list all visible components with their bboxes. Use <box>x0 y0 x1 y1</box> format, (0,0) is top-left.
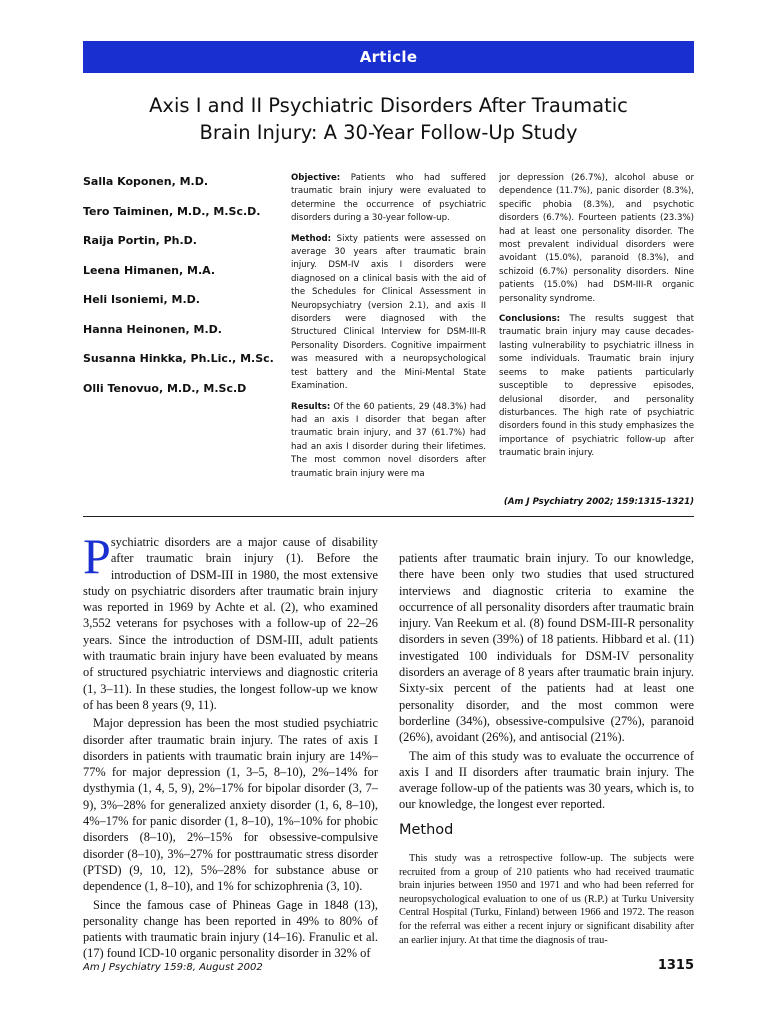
paragraph-text: sychiatric disorders are a major cause of disability after traumatic brain injury (1). Before the introduction of DSM-III in 1980, the most extensive study on psychiatric disorders after traumatic brain injury was reported in 1969 by Achte et al. (2), who examined 3,552 veterans for psychoses with a follow-up of 22–26 years. Since the introduction of DSM-III, adult patients with traumatic brain injury have been evaluated by means of structured psychiatric interviews and diagnostic criteria (1, 3–11). In these studies, the longest follow-up we know of has been 8 years (9, 11). <box>83 535 378 712</box>
author-name: Salla Koponen, M.D. <box>83 175 209 188</box>
results-text-part-1: Of the 60 patients, 29 (48.3%) had had an axis I disorder that began after traumatic brain injury, and 37 (61.7%) had had an axis I disorder during their lifetimes. The most common novel disorders after traumatic brain injury were ma <box>291 401 486 479</box>
abstract-conclusions <box>499 313 694 460</box>
author-list <box>83 175 283 411</box>
body-paragraph: The aim of this study was to evaluate the occurrence of axis I and II disorders after traumatic brain injury. The average follow-up of the patients was 30 years, which is, to our knowledge, the longest ever reported. <box>399 748 694 812</box>
title-line-1: Axis I and II Psychiatric Disorders After Traumatic <box>149 94 628 117</box>
author-name: Susanna Hinkka, Ph.Lic., M.Sc. <box>83 352 274 365</box>
body-paragraph: Major depression has been the most studied psychiatric disorder after traumatic brain injury. The rates of axis I disorders in patients with traumatic brain injury are 14%–77% for major depression (1, 3–5, 8–10), 2%–14% for dysthymia (1, 4, 5, 9), 2%–17% for bipolar disorder (3, 7–9), 3%–28% for generalized anxiety disorder (1, 6, 8–10), 4%–17% for panic disorder (1, 8–10), 1%–10% for phobic disorders (8–10), 2%–15% for obsessive-compulsive disorder (8–10), 3%–27% for posttraumatic stress disorder (PTSD) (9, 10, 12), 5%–28% for substance abuse or dependence (1, 8–10), and 1% for schizophrenia (3, 10). <box>83 716 378 894</box>
author-name: Olli Tenovuo, M.D., M.Sc.D <box>83 381 247 395</box>
method-label: Method: <box>291 233 332 244</box>
author-name: Raija Portin, Ph.D. <box>83 234 197 247</box>
abstract-column-1 <box>291 172 486 488</box>
method-heading: Method <box>399 822 454 838</box>
abstract-method <box>291 233 486 394</box>
article-title <box>83 92 694 146</box>
body-paragraph: patients after traumatic brain injury. To our knowledge, there have been only two studies that used structured interviews and diagnostic criteria to examine the occurrence of all personality disorders after traumatic brain injury. Van Reekum et al. (8) found DSM-III-R personality disorders in seven (39%) of 18 patients. Hibbard et al. (11) investigated 100 individuals for DSM-IV personality disorders an average of 8 years after traumatic brain injury. Sixty-six percent of the patients had at least one personality disorder, and the most common were borderline (34%), obsessive-compulsive (27%), paranoid (26%), avoidant (26%), and antisocial (21%). <box>399 551 694 745</box>
results-label: Results: <box>291 401 331 412</box>
page-number: 1315 <box>657 958 694 973</box>
body-paragraph: Since the famous case of Phineas Gage in 1848 (13), personality change has been reported in 49% to 80% of patients with traumatic brain injury (14–16). Franulic et al. (17) found ICD-10 organic personality disorder in 32% of <box>83 897 378 961</box>
author-name: Leena Himanen, M.A. <box>83 263 216 277</box>
author-name: Heli Isoniemi, M.D. <box>83 293 200 306</box>
abstract-column-2 <box>499 172 694 468</box>
body-column-2 <box>399 550 694 813</box>
results-text-part-2: jor depression (26.7%), alcohol abuse or dependence (11.7%), panic disorder (8.3%), specific phobia (8.3%), and psychotic disorders (6.7%). Fourteen patients (23.3%) had at least one personality disorder. The most prevalent individual disorders were avoidant (15.0%), paranoid (8.3%), and schizoid (6.7%) personality disorders. Nine patients (15.0%) had DSM-III-R organic personality syndrome. <box>499 173 694 304</box>
footer-journal-info: Am J Psychiatry 159:8, August 2002 <box>83 962 263 973</box>
author-name: Hanna Heinonen, M.D. <box>83 322 222 336</box>
method-text: Sixty patients were assessed on average 30 years after traumatic brain injury. DSM-IV axis I disorders were diagnosed on a clinical basis with the aid of the Schedules for Clinical Assessment in Neuropsychiatry (version 2.1), and axis II disorders were diagnosed with the Structured Clinical Interview for DSM-III-R Personality Disorders. Cognitive impairment was measured with a neuropsychological test battery and the Mini-Mental State Examination. <box>291 233 486 392</box>
abstract-results-continued <box>499 172 694 306</box>
objective-label: Objective: <box>291 173 341 183</box>
title-line-2: Brain Injury: A 30-Year Follow-Up Study <box>199 121 578 144</box>
method-section <box>399 852 694 947</box>
abstract-objective <box>291 172 486 226</box>
body-column-1 <box>83 528 378 962</box>
body-paragraph <box>83 528 378 713</box>
drop-cap: P <box>83 528 111 584</box>
conclusions-label: Conclusions: <box>499 314 561 325</box>
method-paragraph: This study was a retrospective follow-up. The subjects were recruited from a group of 210 patients who had received traumatic brain injuries between 1950 and 1971 and who had been referred for neuropsychological evaluation to one of us (R.P.) at Turku University Central Hospital (Turku, Finland) between 1966 and 1972. The reason for the referral was either a recent injury or significant disability after an earlier injury. At that time the diagnosis of trau- <box>399 853 694 946</box>
abstract-results <box>291 401 486 481</box>
conclusions-text: The results suggest that traumatic brain injury may cause decades-lasting vulnerability to psychiatric illness in some individuals. Traumatic brain injury seems to make patients particularly susceptible to depressive episodes, delusional disorder, and personality disturbances. The high rate of psychiatric disorders found in this study emphasizes the importance of psychiatric follow-up after traumatic brain injury. <box>499 314 694 459</box>
article-banner: Article <box>83 41 694 73</box>
objective-text: Patients who had suffered traumatic brain injury were evaluated to determine the occurrence of psychiatric disorders during a 30-year follow-up. <box>291 173 486 224</box>
journal-citation: (Am J Psychiatry 2002; 159:1315–1321) <box>503 497 694 507</box>
section-divider <box>83 516 694 517</box>
author-name: Tero Taiminen, M.D., M.Sc.D. <box>83 204 261 218</box>
